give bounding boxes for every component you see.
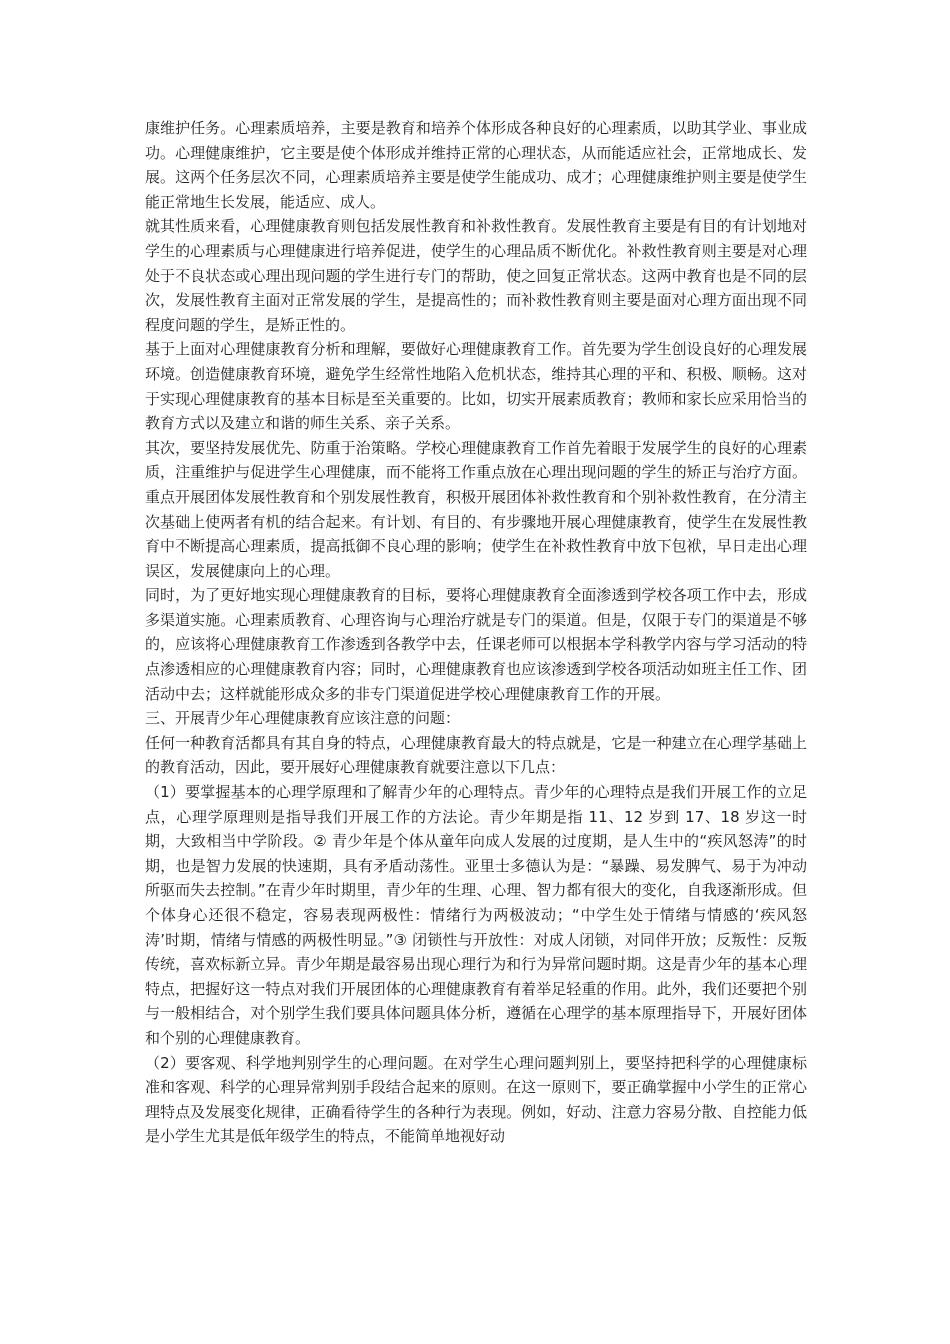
section-heading-three: 三、开展青少年心理健康教育应该注意的问题： xyxy=(145,709,461,728)
paragraph-development-priority: 其次，要坚持发展优先、防重于治策略。学校心理健康教育工作首先着眼于发展学生的良好的心理素质，注重维护与促进学生心理健康，而不能将工作重点放在心理出现问题的学生的矫正与治疗方面。重点开展团体发展性教育和个别发展性教育，积极开展团体补救性教育和个别补救性教育，在分清主次基础上使两者有机的结合起来。有计划、有目的、有步骤地开展心理健康教育，使学生在发展性教育中不断提高心理素质，提高抵御不良心理的影响；使学生在补救性教育中放下包袱，早日走出心理误区，发展健康向上的心理。 xyxy=(145,438,807,580)
paragraph-nature-of-education: 就其性质来看，心理健康教育则包括发展性教育和补救性教育。发展性教育主要是有目的有计划地对学生的心理素质与心理健康进行培养促进，使学生的心理品质不断优化。补救性教育则主要是对心理处于不良状态或心理出现问题的学生进行专门的帮助，使之回复正常状态。这两中教育也是不同的层次，发展性教育主面对正常发展的学生，是提高性的；而补救性教育则主要是面对心理方面出现不同程度问题的学生，是矫正性的。 xyxy=(145,217,807,334)
paragraph-environment: 基于上面对心理健康教育分析和理解，要做好心理健康教育工作。首先要为学生创设良好的心理发展环境。创造健康教育环境，避免学生经常性地陷入危机状态，维持其心理的平和、积极、顺畅。这对于实现心理健康教育的基本目标是至关重要的。比如，切实开展素质教育；教师和家长应采用恰当的教育方式以及建立和谐的师生关系、亲子关系。 xyxy=(145,340,807,433)
paragraph-point-one: （1）要掌握基本的心理学原理和了解青少年的心理特点。青少年的心理特点是我们开展工作的立足点，心理学原理则是指导我们开展工作的方法论。青少年期是指 11、12 岁到 17、18 岁这一时期，大致相当中学阶段。② 青少年是个体从童年向成人发展的过度期，是人生中的“疾风怒涛”的时期，也是智力发展的快速期，具有矛盾动荡性。亚里士多德认为是：“暴躁、易发脾气、易于为冲动所驱而失去控制。”在青少年时期里，青少年的生理、心理、智力都有很大的变化，自我逐渐形成。但个体身心还很不稳定，容易表现两极性：情绪行为两极波动；“中学生处于情绪与情感的‘疾风怒涛’时期，情绪与情感的两极性明显。”③ 闭锁性与开放性：对成人闭锁，对同伴开放；反叛性：反叛传统，喜欢标新立异。青少年期是最容易出现心理行为和行为异常问题时期。这是青少年的基本心理特点，把握好这一特点对我们开展团体的心理健康教育有着举足轻重的作用。此外，我们还要把个别与一般相结合，对个别学生我们要具体问题具体分析，遵循在心理学的基本原理指导下，开展好团体和个别的心理健康教育。 xyxy=(145,783,807,1047)
paragraph-mental-health-tasks: 康维护任务。心理素质培养，主要是教育和培养个体形成各种良好的心理素质，以助其学业、事业成功。心理健康维护，它主要是使个体形成并维持正常的心理状态，从而能适应社会，正常地成长、发展。这两个任务层次不同，心理素质培养主要是使学生能成功、成才；心理健康维护则主要是使学生能正常地生长发展，能适应、成人。 xyxy=(145,119,807,211)
paragraph-multi-channel: 同时，为了更好地实现心理健康教育的目标，要将心理健康教育全面渗透到学校各项工作中去，形成多渠道实施。心理素质教育、心理咨询与心理治疗就是专门的渠道。但是，仅限于专门的渠道是不够的，应该将心理健康教育工作渗透到各教学中去，任课老师可以根据本学科教学内容与学习活动的特点渗透相应的心理健康教育内容；同时，心理健康教育也应该渗透到学校各项活动如班主任工作、团活动中去；这样就能形成众多的非专门渠道促进学校心理健康教育工作的开展。 xyxy=(145,586,807,703)
paragraph-intro-points: 任何一种教育活都具有其自身的特点，心理健康教育最大的特点就是，它是一种建立在心理学基础上的教育活动，因此，要开展好心理健康教育就要注意以下几点： xyxy=(145,733,807,777)
body-text xyxy=(145,116,807,1149)
paragraph-point-two: （2）要客观、科学地判别学生的心理问题。在对学生心理问题判别上，要坚持把科学的心理健康标准和客观、科学的心理异常判别手段结合起来的原则。在这一原则下，要正确掌握中小学生的正常心理特点及发展变化规律，正确看待学生的各种行为表现。例如，好动、注意力容易分散、自控能力低是小学生尤其是低年级学生的特点，不能简单地视好动 xyxy=(145,1053,807,1146)
